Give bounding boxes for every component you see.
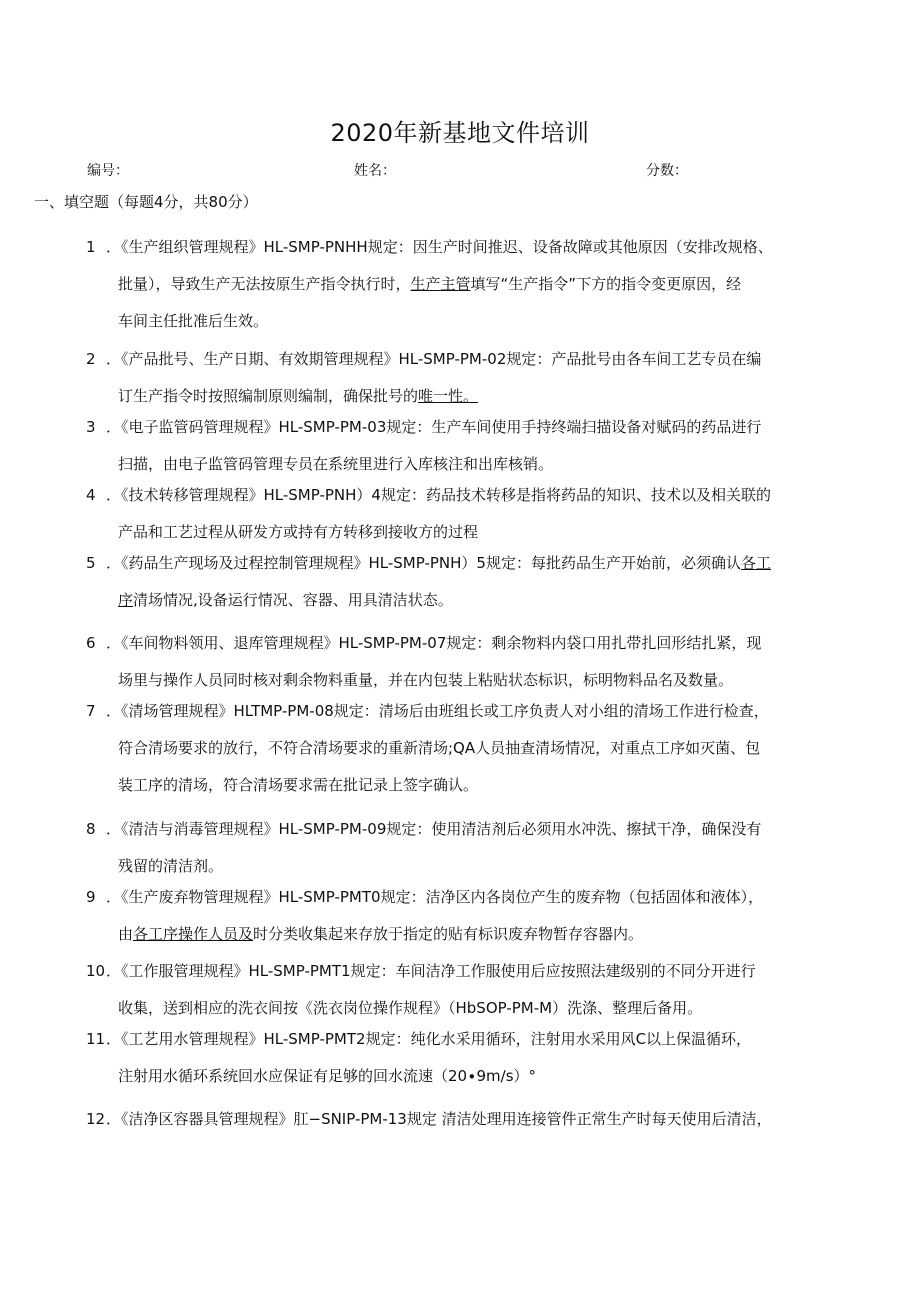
question-number: 10 [86, 962, 106, 980]
question-text: ．《药品生产现场及过程控制管理规程》HL-SMP-PNH）5规定：每批药品生产开始前，必须确认 [106, 554, 741, 572]
question-number: 9 [86, 888, 96, 906]
question-text: 由 [118, 925, 134, 943]
question-number: 5 [86, 554, 96, 572]
question-text: 订生产指令时按照编制原则编制，确保批号的 [118, 387, 419, 405]
question-line [86, 266, 866, 303]
question-line [86, 702, 769, 720]
question-text: ．《生产组织管理规程》HL-SMP-PNHH规定：因生产时间推迟、设备故障或其他原因（安排改规格、 [106, 238, 773, 256]
question-line [86, 1058, 866, 1095]
question-text: ．《技术转移管理规程》HL-SMP-PNH）4规定：药品技术转移是指将药品的知识、技术以及相关联的 [106, 486, 771, 504]
answer-blank: 生产主管 [410, 275, 471, 293]
answer-blank: 唯一性。 [418, 387, 479, 405]
question-item [86, 693, 866, 804]
name-field-label: 姓名： [354, 163, 396, 179]
question-line [86, 582, 866, 619]
question-line [86, 303, 866, 340]
question-item [86, 1101, 866, 1138]
question-line [86, 962, 756, 980]
question-item [86, 229, 866, 340]
question-line [86, 888, 763, 906]
answer-blank: 各工序操作人员及 [133, 925, 254, 943]
question-text: ．《清场管理规程》HLTMP-PM-08规定：清场后由班组长或工序负责人对小组的清场工作进行检查， [106, 702, 769, 720]
question-item [86, 477, 866, 551]
question-number: 2 [86, 350, 96, 368]
question-number: 4 [86, 486, 96, 504]
question-item [86, 879, 866, 953]
question-text: 收集，送到相应的洗衣间按《洗衣岗位操作规程》（HbSOP-PM-M）洗涤、整理后备用。 [118, 999, 703, 1017]
score-field-label: 分数： [646, 163, 688, 179]
question-line [86, 238, 773, 256]
answer-blank: 序 [118, 591, 134, 609]
question-item [86, 953, 866, 1027]
question-line [86, 730, 866, 767]
question-text: 扫描，由电子监管码管理专员在系统里进行入库核注和出库核销。 [118, 455, 554, 473]
question-item [86, 625, 866, 699]
question-text: 时分类收集起来存放于指定的贴有标识废弃物暂存容器内。 [253, 925, 644, 943]
question-text: ．《生产废弃物管理规程》HL-SMP-PMT0规定：洁净区内各岗位产生的废弃物（包括固体和液体）， [106, 888, 764, 906]
question-text: 装工序的清场，符合清场要求需在批记录上签字确认。 [118, 776, 479, 794]
question-item [86, 341, 866, 415]
question-line [86, 418, 761, 436]
question-line [86, 350, 761, 368]
question-text: ．《工作服管理规程》HL-SMP-PMT1规定：车间洁净工作服使用后应按照法建级别的不同分开进行 [106, 962, 756, 980]
question-text: 批量），导致生产无法按原生产指令执行时， [118, 275, 411, 293]
question-text: 场里与操作人员同时核对剩余物料重量，并在内包装上粘贴状态标识，标明物料品名及数量。 [118, 671, 734, 689]
answer-blank: 各工 [740, 554, 771, 572]
question-number: 7 [86, 702, 96, 720]
page-title: 2020年新基地文件培训 [330, 119, 590, 147]
question-line [86, 554, 771, 572]
question-text: ．《车间物料领用、退库管理规程》HL-SMP-PM-07规定：剩余物料内袋口用扎带扎回形结扎紧，现 [106, 634, 762, 652]
question-item [86, 409, 866, 483]
question-number: 3 [86, 418, 96, 436]
question-item [86, 545, 866, 619]
question-text: 车间主任批准后生效。 [118, 312, 269, 330]
question-text: ．《洁净区容器具管理规程》肛−SNIP-PM-13规定 清洁处理用连接管件正常生产时每天使用后清洁， [106, 1110, 772, 1128]
question-line [86, 1030, 751, 1048]
question-text: 填写“生产指令”下方的指令变更原因，经 [470, 275, 742, 293]
question-number: 1 [86, 238, 96, 256]
question-text: 符合清场要求的放行，不符合清场要求的重新清场;QA人员抽查清场情况，对重点工序如灭菌、包 [118, 739, 761, 757]
question-line [86, 916, 866, 953]
question-line [86, 1110, 772, 1128]
question-text: 产品和工艺过程从研发方或持有方转移到接收方的过程 [118, 523, 479, 541]
question-line [86, 486, 771, 504]
question-number: 12 [86, 1110, 106, 1128]
question-number: 6 [86, 634, 96, 652]
question-text: ．《产品批号、生产日期、有效期管理规程》HL-SMP-PM-02规定：产品批号由各车间工艺专员在编 [106, 350, 762, 368]
question-text: 注射用水循环系统回水应保证有足够的回水流速（20∙9m∕s）° [118, 1067, 537, 1085]
question-number: 8 [86, 820, 96, 838]
question-line [86, 634, 761, 652]
question-item [86, 1021, 866, 1095]
question-text: ．《工艺用水管理规程》HL-SMP-PMT2规定：纯化水采用循环，注射用水采用风C以上保温循环， [106, 1030, 752, 1048]
section-heading: 一、填空题（每题4分，共80分） [34, 193, 258, 211]
question-text: 残留的清洁剂。 [118, 857, 224, 875]
question-line [86, 767, 866, 804]
question-number: 11 [86, 1030, 106, 1048]
question-text: 清场情况,设备运行情况、容器、用具清洁状态。 [133, 591, 453, 609]
question-text: ．《电子监管码管理规程》HL-SMP-PM-03规定：生产车间使用手持终端扫描设备对赋码的药品进行 [106, 418, 762, 436]
question-text: ．《清洁与消毒管理规程》HL-SMP-PM-09规定：使用清洁剂后必须用水冲洗、擦拭干净，确保没有 [106, 820, 762, 838]
question-line [86, 820, 761, 838]
number-field-label: 编号： [87, 163, 129, 179]
question-item [86, 811, 866, 885]
